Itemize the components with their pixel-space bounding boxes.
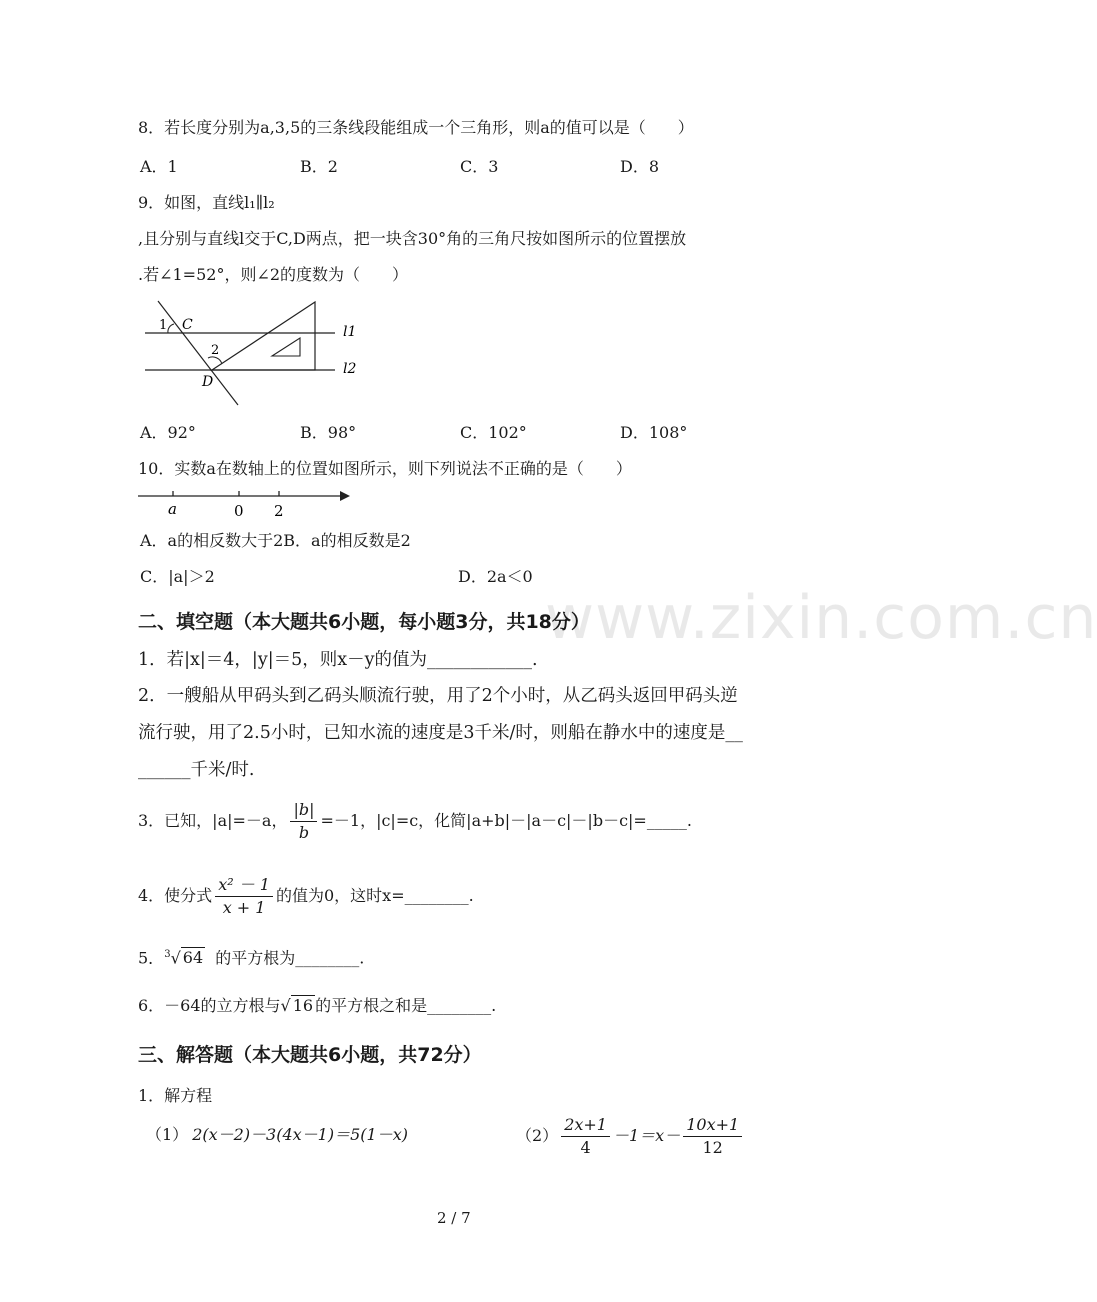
s2-q2-line3: ______千米/时.: [138, 760, 255, 780]
s3-eq2-fraction1: [561, 1114, 610, 1159]
radical-icon: √: [280, 996, 291, 1015]
q8-option-b: B．2: [300, 157, 338, 176]
q10-option-d: D．2a＜0: [458, 567, 533, 586]
q8-option-a: A．1: [140, 157, 178, 176]
triangle-ruler: [212, 302, 315, 370]
s3-eq2-frac2-den: 12: [702, 1138, 723, 1157]
section3-title: 三、解答题（本大题共6小题，共72分）: [138, 1044, 482, 1066]
s3-eq1: [146, 1125, 408, 1145]
q8-option-d: D．8: [620, 157, 660, 176]
s3-eq1-label: （1）: [146, 1125, 189, 1144]
s2-q5-root-index: 3: [164, 949, 171, 960]
point-c-label: C: [182, 317, 193, 333]
s2-q4: [138, 872, 474, 920]
q9-line2: ,且分别与直线l交于C,D两点，把一块含30°角的三角尺按如图所示的位置摆放: [138, 229, 687, 248]
s2-q4-fraction: [215, 874, 273, 919]
s3-q1: 1．解方程: [138, 1086, 213, 1105]
q9-figure: [140, 298, 365, 408]
s2-q5-suffix: 的平方根为________.: [215, 948, 365, 968]
s2-q4-frac-den: x + 1: [222, 898, 266, 917]
watermark: www.zixin.com.cn: [545, 583, 1097, 653]
s2-q2-line1: 2．一艘船从甲码头到乙码头顺流行驶，用了2个小时，从乙码头返回甲码头逆: [138, 686, 738, 706]
s2-q6-prefix: 6．－64的立方根与: [138, 996, 281, 1015]
axis-arrow: [340, 491, 350, 501]
s2-q4-prefix: 4．使分式: [138, 886, 213, 905]
point-d-label: D: [202, 374, 214, 390]
s2-q3-fraction: [290, 799, 317, 844]
q10-text: 10．实数a在数轴上的位置如图所示，则下列说法不正确的是（ ）: [138, 459, 632, 478]
angle2-label: 2: [211, 343, 220, 358]
q8-option-c: C．3: [460, 157, 499, 176]
l2-label: l2: [343, 361, 357, 377]
s3-eq2-frac1-den: 4: [580, 1138, 591, 1157]
s2-q4-frac-num: x² － 1: [215, 874, 273, 897]
q10-option-ab: A．a的相反数大于2B．a的相反数是2: [140, 531, 411, 550]
number-line: [135, 486, 360, 520]
s2-q6-suffix: 的平方根之和是________.: [315, 996, 497, 1015]
tick-label-zero: 0: [234, 502, 244, 520]
s2-q2-line2: 流行驶，用了2.5小时，已知水流的速度是3千米/时，则船在静水中的速度是__: [138, 723, 743, 743]
s2-q6-radicand: 16: [292, 996, 314, 1015]
page-number: 2 / 7: [437, 1209, 471, 1227]
s3-eq2-fraction2: [683, 1114, 742, 1159]
s2-q3-frac-num: |b|: [290, 799, 317, 822]
q9-option-a: A．92°: [140, 423, 196, 442]
s2-q5-radicand: 64: [182, 948, 204, 968]
l1-label: l1: [343, 324, 357, 340]
q8-text: 8．若长度分别为a,3,5的三条线段能组成一个三角形，则a的值可以是（ ）: [138, 118, 694, 137]
s2-q3-suffix: =－1，|c|=c，化简|a+b|－|a－c|－|b－c|=_____.: [320, 811, 692, 830]
s2-q1: 1．若|x|＝4，|y|＝5，则x－y的值为____________.: [138, 650, 538, 670]
s2-q5-prefix: 5．: [138, 948, 165, 968]
s2-q6: [138, 996, 496, 1016]
q9-option-c: C．102°: [460, 423, 527, 442]
q9-option-d: D．108°: [620, 423, 688, 442]
s2-q3: [138, 797, 692, 845]
q9-option-b: B．98°: [300, 423, 357, 442]
tick-label-two: 2: [274, 502, 284, 520]
s2-q4-suffix: 的值为0，这时x=________.: [275, 886, 474, 905]
line-l: [158, 301, 238, 405]
s2-q3-frac-den: b: [298, 823, 310, 842]
s3-eq2-label: （2）: [516, 1126, 559, 1145]
q9-line1: 9．如图，直线l₁∥l₂: [138, 193, 275, 212]
angle1-label: 1: [159, 318, 168, 333]
s2-q3-prefix: 3．已知，|a|=－a，: [138, 811, 288, 830]
triangle-inner-hole: [272, 338, 300, 356]
s3-eq2-mid: －1＝x－: [612, 1126, 681, 1145]
s3-eq2-frac1-num: 2x+1: [561, 1114, 610, 1137]
angle1-arc: [168, 324, 174, 333]
s3-eq2-frac2-num: 10x+1: [683, 1114, 742, 1137]
s3-eq1-expr: 2(x－2)－3(4x－1)＝5(1－x): [192, 1125, 408, 1144]
section2-title: 二、填空题（本大题共6小题，每小题3分，共18分）: [138, 611, 590, 633]
q9-line3: .若∠1=52°，则∠2的度数为（ ）: [138, 265, 409, 284]
angle2-arc: [208, 357, 222, 364]
tick-label-a: a: [168, 500, 177, 518]
s3-eq2: [516, 1112, 745, 1160]
radical-icon: √: [170, 948, 181, 968]
s2-q5: [138, 945, 364, 968]
q10-option-c: C．|a|＞2: [140, 567, 215, 586]
